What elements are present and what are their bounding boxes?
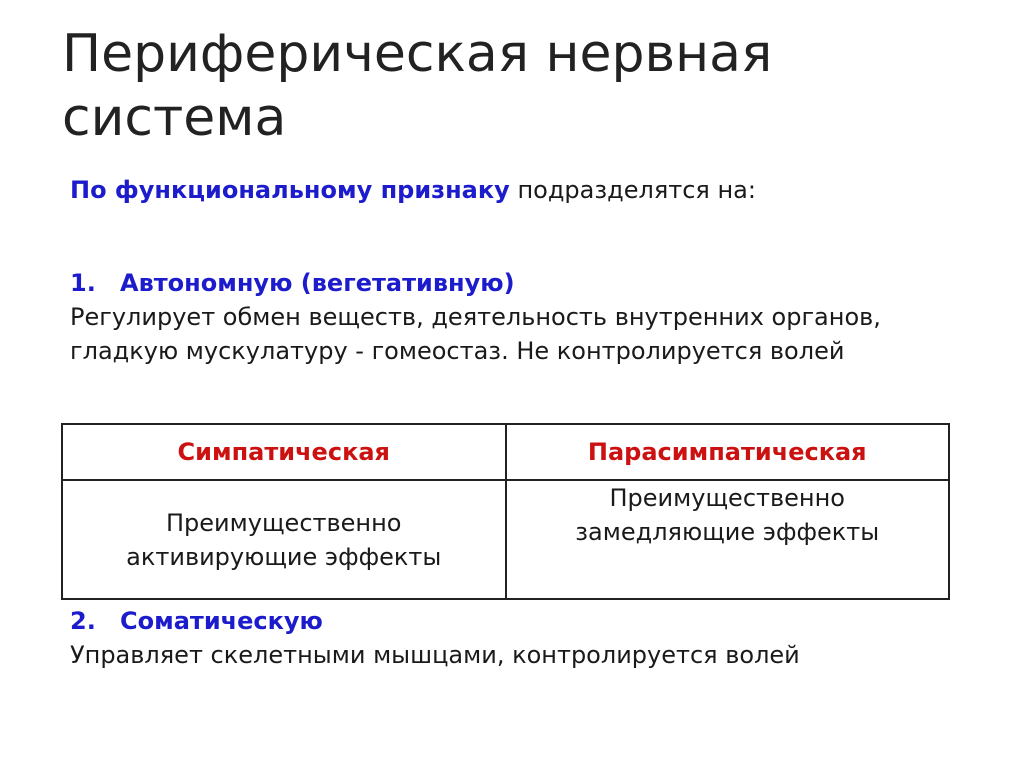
intro-rest: подразделятся на: [509, 176, 756, 204]
table-header-parasympathetic: Парасимпатическая [506, 424, 950, 480]
somatic-heading [70, 604, 950, 638]
somatic-description: Управляет скелетными мышцами, контролируется волей [70, 641, 800, 669]
autonomic-heading [70, 266, 950, 300]
table-header-row [62, 424, 949, 480]
intro-text [70, 173, 950, 207]
somatic-heading-text: Соматическую [120, 607, 323, 635]
somatic-section [70, 604, 950, 672]
intro-bold-phrase: По функциональному признаку [70, 176, 510, 204]
autonomic-number: 1. [70, 269, 96, 297]
table-header-sympathetic: Симпатическая [62, 424, 506, 480]
table-cell-sympathetic: Преимущественно активирующие эффекты [62, 480, 506, 599]
autonomic-section [70, 266, 950, 368]
table-cell-parasympathetic: Преимущественно замедляющие эффекты [506, 480, 950, 599]
autonomic-heading-text: Автономную (вегетативную) [120, 269, 515, 297]
autonomic-description: Регулирует обмен веществ, деятельность внутренних органов, гладкую мускулатуру - гомеостаз. Не контролируется волей [70, 303, 881, 365]
slide-title: Периферическая нервная система [62, 24, 773, 148]
somatic-number: 2. [70, 607, 96, 635]
table-row [62, 480, 949, 599]
autonomic-types-table [61, 423, 950, 600]
